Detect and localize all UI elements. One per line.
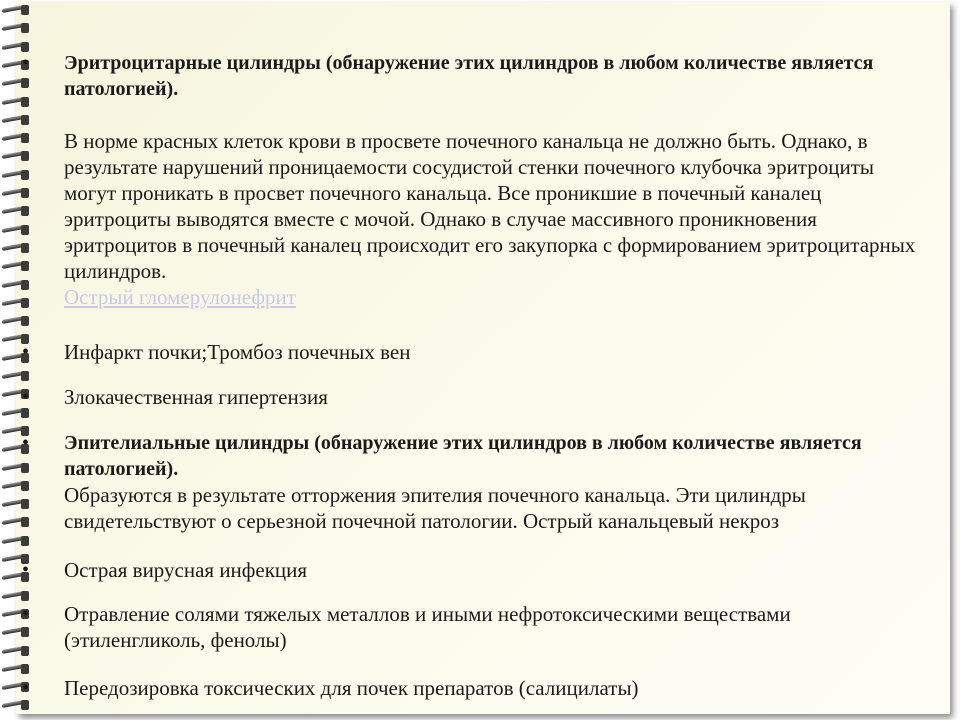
spiral-ring	[2, 132, 32, 146]
item-body: Образуются в результате отторжения эпителия почечного канальца. Эти цилиндры свидетельствуют о серьезной почечной патологии. Острый канальцевый некроз	[64, 483, 806, 533]
spiral-ring	[2, 480, 32, 494]
item-text: Инфаркт почки;Тромбоз почечных вен	[64, 340, 411, 364]
spiral-ring	[2, 645, 32, 659]
spiral-ring	[2, 114, 32, 128]
bullet-icon: •	[22, 386, 30, 408]
spiral-ring	[2, 516, 32, 530]
bullet-icon: •	[22, 341, 30, 363]
spiral-ring	[2, 260, 32, 274]
item-text: Отравление солями тяжелых металлов и иными нефротоксическими веществами (этиленгликоль, фенолы)	[64, 602, 791, 652]
spiral-ring	[2, 4, 32, 18]
bullet-icon: •	[22, 52, 30, 74]
spiral-ring	[2, 498, 32, 512]
spiral-ring	[2, 699, 32, 713]
spiral-ring	[2, 169, 32, 183]
spiral-ring	[2, 370, 32, 384]
spiral-ring	[2, 205, 32, 219]
glomerulonephritis-link[interactable]: Острый гломерулонефрит	[64, 285, 296, 309]
spiral-ring	[2, 315, 32, 329]
spiral-ring	[2, 279, 32, 293]
item-text: Передозировка токсических для почек препаратов (салицилаты)	[64, 676, 639, 700]
item-body: В норме красных клеток крови в просвете почечного канальца не должно быть. Однако, в результате нарушений проницаемости сосудистой стенки почечного клубочка эритроциты могут проникать в просвет почечного канальца. Все проникшие в почечный каналец эритроциты выводятся вместе с мочой. Однако в случае массивного проникновения эритроцитов в почечный каналец происходит его закупорка с формированием эритроцитарных цилиндров.	[64, 129, 916, 283]
spiral-ring	[2, 150, 32, 164]
bullet-icon: •	[22, 559, 30, 581]
spiral-ring	[2, 22, 32, 36]
spiral-ring	[2, 224, 32, 238]
spiral-ring	[2, 462, 32, 476]
item-text: Острая вирусная инфекция	[64, 558, 308, 582]
spiral-ring	[2, 187, 32, 201]
item-text: Злокачественная гипертензия	[64, 385, 328, 409]
spiral-ring	[2, 96, 32, 110]
item-heading: Эпителиальные цилиндры (обнаружение этих цилиндров в любом количестве является патологией).	[64, 432, 862, 480]
spiral-ring	[2, 626, 32, 640]
spiral-ring	[2, 77, 32, 91]
item-heading: Эритроцитарные цилиндры (обнаружение этих цилиндров в любом количестве является патологией).	[64, 52, 874, 100]
spiral-ring	[2, 297, 32, 311]
spiral-ring	[2, 242, 32, 256]
bullet-icon: •	[22, 677, 30, 699]
spiral-ring	[2, 535, 32, 549]
bullet-icon: •	[22, 432, 30, 454]
bullet-icon: •	[22, 603, 30, 625]
